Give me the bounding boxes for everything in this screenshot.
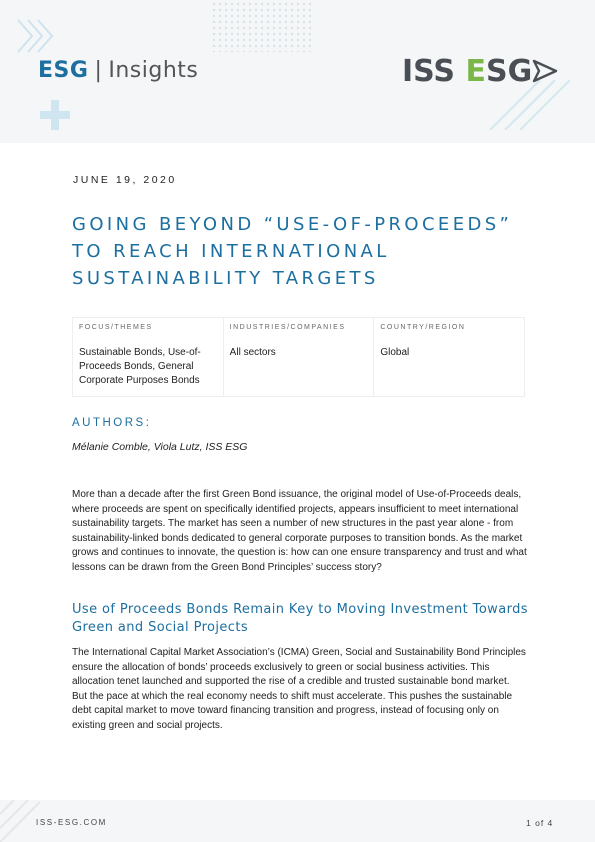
meta-country-region [373,318,524,396]
logo-insights-text: Insights [108,58,199,83]
logo-separator: | [94,58,103,83]
footer-diagonal-decoration-icon [0,800,40,842]
chevron-decoration-icon [14,18,54,54]
logo-iss-text: ISS [402,54,466,89]
meta-value: Global [380,347,410,358]
dot-grid-decoration-icon [212,2,312,52]
esg-insights-logo [38,58,198,83]
meta-focus-themes [73,318,223,396]
footer-website-link[interactable]: ISS-ESG.COM [36,818,107,827]
logo-sg-text: SG [485,54,533,89]
meta-value: Sustainable Bonds, Use-of-Proceeds Bonds, General Corporate Purposes Bonds [79,347,201,386]
metadata-table [72,317,525,397]
meta-value: All sectors [229,347,276,358]
header-band [0,0,595,143]
meta-label: COUNTRY/REGION [380,324,466,331]
plus-decoration-icon [40,100,70,130]
meta-industries-companies [223,318,374,396]
body-paragraph: The International Capital Market Association’s (ICMA) Green, Social and Sustainability Bond Principles ensure the allocation of bonds’ proceeds exclusively to green or social business activities. This allocation tenet launched and supported the rise of a credible and trusted sustainable bond market. But the pace at which the real economy needs to shift must accelerate. This pushes the sustainable debt capital market to move toward financing transition and progress, instead of focusing only on existing green and social projects. [72,647,526,731]
intro-paragraph: More than a decade after the first Green Bond issuance, the original model of Use-of-Proceeds deals, where proceeds are spent on specifically identified projects, appears insufficient to meet international sustainability targets. The market has seen a number of new structures in the past year alone - from sustainability-linked bonds dedicated to general corporate purposes to transition bonds. As the market grows and continues to innovate, the question is: how can one ensure transparency and trust and what lessons can be drawn from the Green Bond Principles’ success story? [72,489,527,573]
publication-date: JUNE 19, 2020 [73,174,177,186]
section-heading: Use of Proceeds Bonds Remain Key to Moving Investment Towards Green and Social Projects [72,602,528,635]
meta-label: FOCUS/THEMES [79,324,153,331]
meta-label: INDUSTRIES/COMPANIES [229,324,346,331]
logo-esg-text: ESG [38,58,89,83]
logo-e-text: E [465,54,486,89]
iss-esg-logo [402,54,532,89]
authors-heading: AUTHORS: [72,417,152,429]
article-title: GOING BEYOND “USE-OF-PROCEEDS” TO REACH INTERNATIONAL SUSTAINABILITY TARGETS [72,214,513,289]
paper-plane-logo-icon [532,58,558,84]
footer-page-number: 1 of 4 [526,818,554,828]
authors-list: Mélanie Comble, Viola Lutz, ISS ESG [72,441,248,453]
